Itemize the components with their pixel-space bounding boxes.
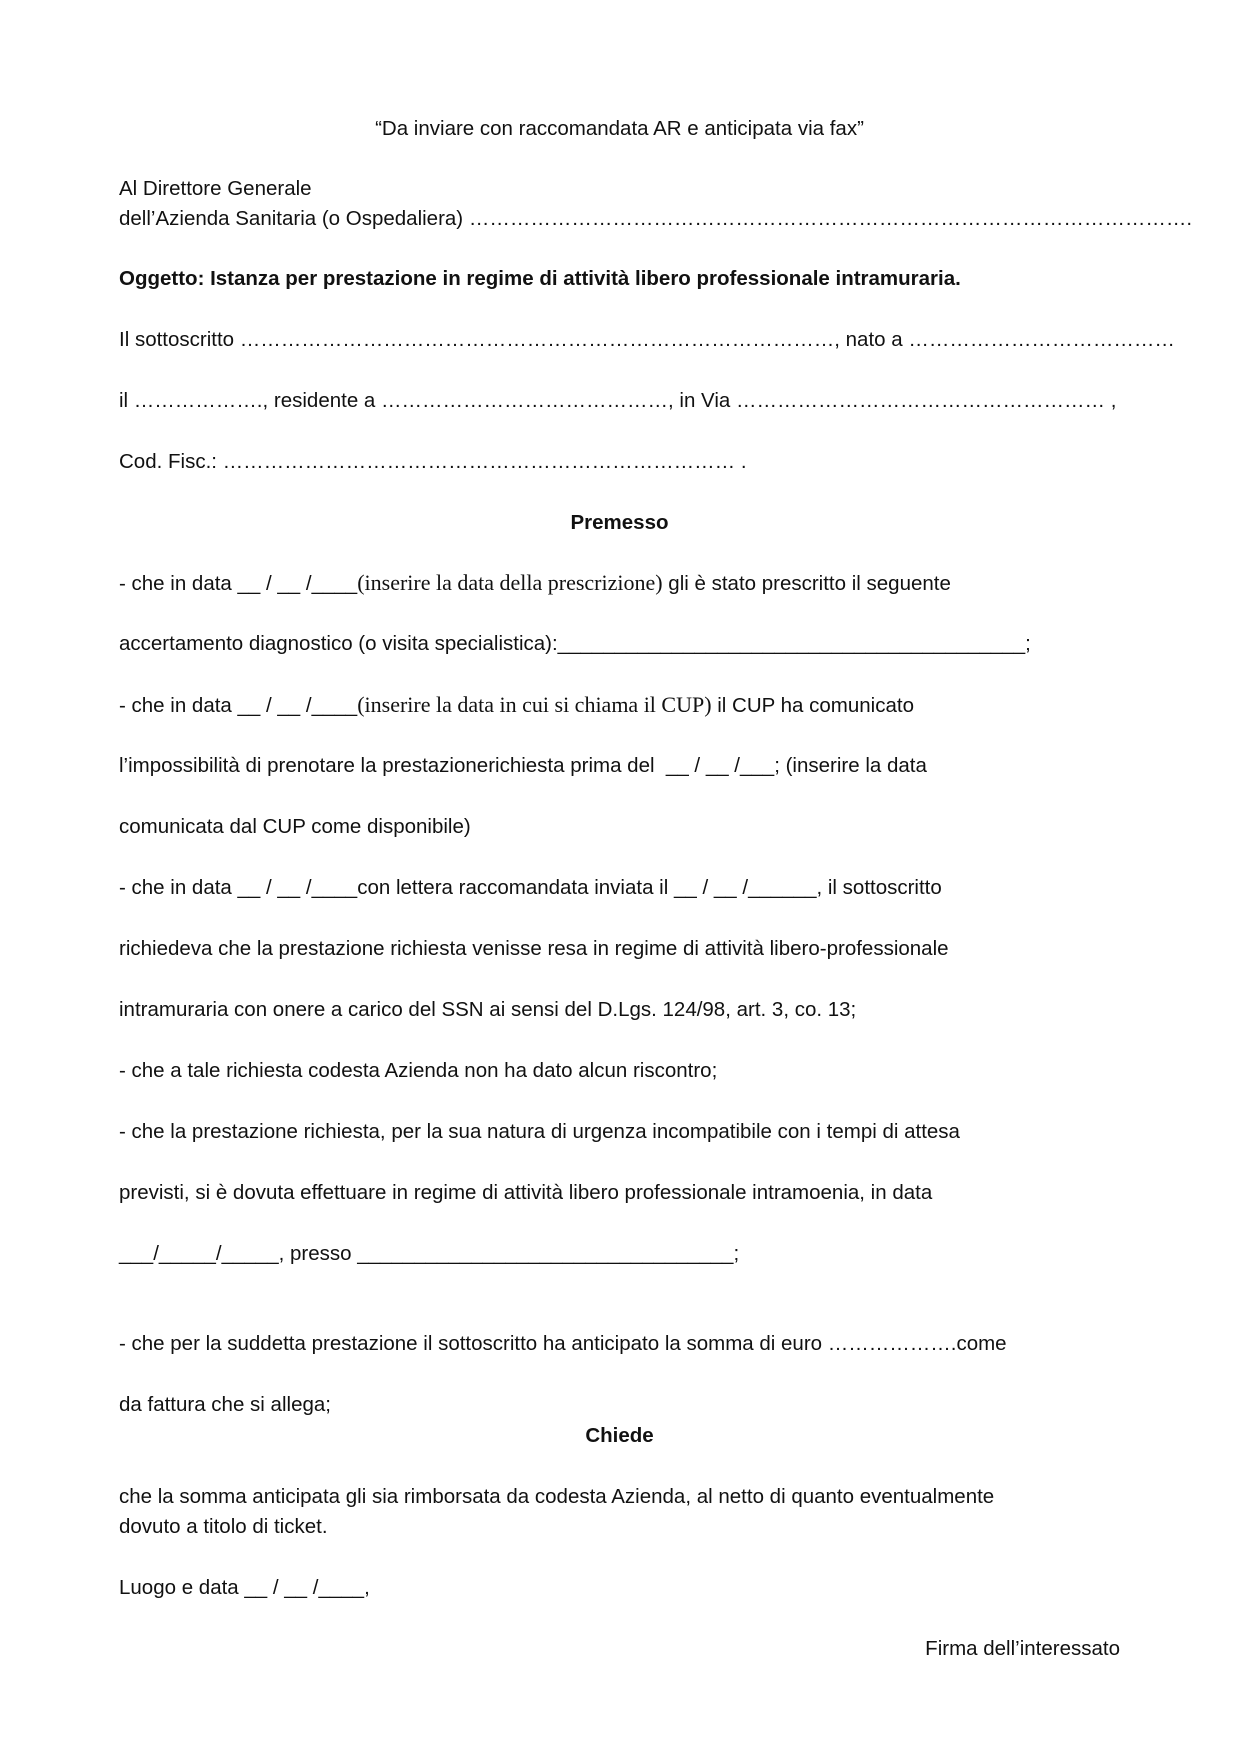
premesso-item-5-line-3: ___/_____/_____, presso _________________________________;: [119, 1242, 740, 1265]
premesso-item-2-hint: (inserire la data in cui si chiama il CUP): [357, 692, 712, 717]
identity-line-2: il ………………., residente a ……………………………………, in Via ……………………………………………… ,: [119, 389, 1117, 412]
premesso-item-4: - che a tale richiesta codesta Azienda non ha dato alcun riscontro;: [119, 1059, 718, 1082]
identity-line-1: Il sottoscritto ……………………………………………………………………………, nato a …………………………………: [119, 328, 1175, 351]
premesso-item-1-prefix: - che in data __ / __ /____: [119, 572, 358, 595]
chiede-line-2: dovuto a titolo di ticket.: [119, 1515, 328, 1538]
premesso-item-3-line-1: - che in data __ / __ /____con lettera raccomandata inviata il __ / __ /______, il sottoscritto: [119, 876, 942, 899]
premesso-item-1-hint: (inserire la data della prescrizione): [357, 570, 663, 595]
premesso-item-5-line-1: - che la prestazione richiesta, per la sua natura di urgenza incompatibile con i tempi di attesa: [119, 1120, 960, 1143]
premesso-item-6-line-2: da fattura che si allega;: [119, 1393, 331, 1416]
premesso-item-2-suffix: il CUP ha comunicato: [711, 694, 914, 717]
premesso-item-3-line-3: intramuraria con onere a carico del SSN ai sensi del D.Lgs. 124/98, art. 3, co. 13;: [119, 998, 857, 1021]
chiede-line-1: che la somma anticipata gli sia rimborsata da codesta Azienda, al netto di quanto eventualmente: [119, 1485, 995, 1508]
premesso-item-1-line-2: accertamento diagnostico (o visita specialistica):_________________________________________;: [119, 632, 1031, 655]
premesso-heading: Premesso: [570, 511, 669, 534]
premesso-item-2-prefix: - che in data __ / __ /____: [119, 694, 358, 717]
premesso-item-2-line-3: comunicata dal CUP come disponibile): [119, 815, 471, 838]
premesso-item-1-suffix: gli è stato prescritto il seguente: [662, 572, 951, 595]
signature-label: Firma dell’interessato: [925, 1637, 1120, 1660]
recipient-line-1: Al Direttore Generale: [119, 177, 312, 200]
chiede-heading: Chiede: [585, 1424, 654, 1447]
premesso-item-1-line-1: [119, 569, 951, 598]
premesso-item-6-line-1: - che per la suddetta prestazione il sottoscritto ha anticipato la somma di euro ……………….come: [119, 1332, 1007, 1355]
premesso-item-3-line-2: richiedeva che la prestazione richiesta venisse resa in regime di attività libero-professionale: [119, 937, 949, 960]
premesso-item-2-line-2: l’impossibilità di prenotare la prestazionerichiesta prima del __ / __ /___; (inserire la data: [119, 754, 927, 777]
premesso-item-2-line-1: [119, 691, 914, 720]
recipient-line-2: dell’Azienda Sanitaria (o Ospedaliera) …………………………………………………………………………………………….: [119, 207, 1193, 230]
premesso-item-5-line-2: previsti, si è dovuta effettuare in regime di attività libero professionale intramoenia, in data: [119, 1181, 933, 1204]
subject-line: Oggetto: Istanza per prestazione in regime di attività libero professionale intramuraria.: [119, 267, 961, 290]
header-note: “Da inviare con raccomandata AR e anticipata via fax”: [375, 117, 864, 140]
identity-line-3: Cod. Fisc.: ………………………………………………………………… .: [119, 450, 747, 473]
place-date-line: Luogo e data __ / __ /____,: [119, 1576, 370, 1599]
